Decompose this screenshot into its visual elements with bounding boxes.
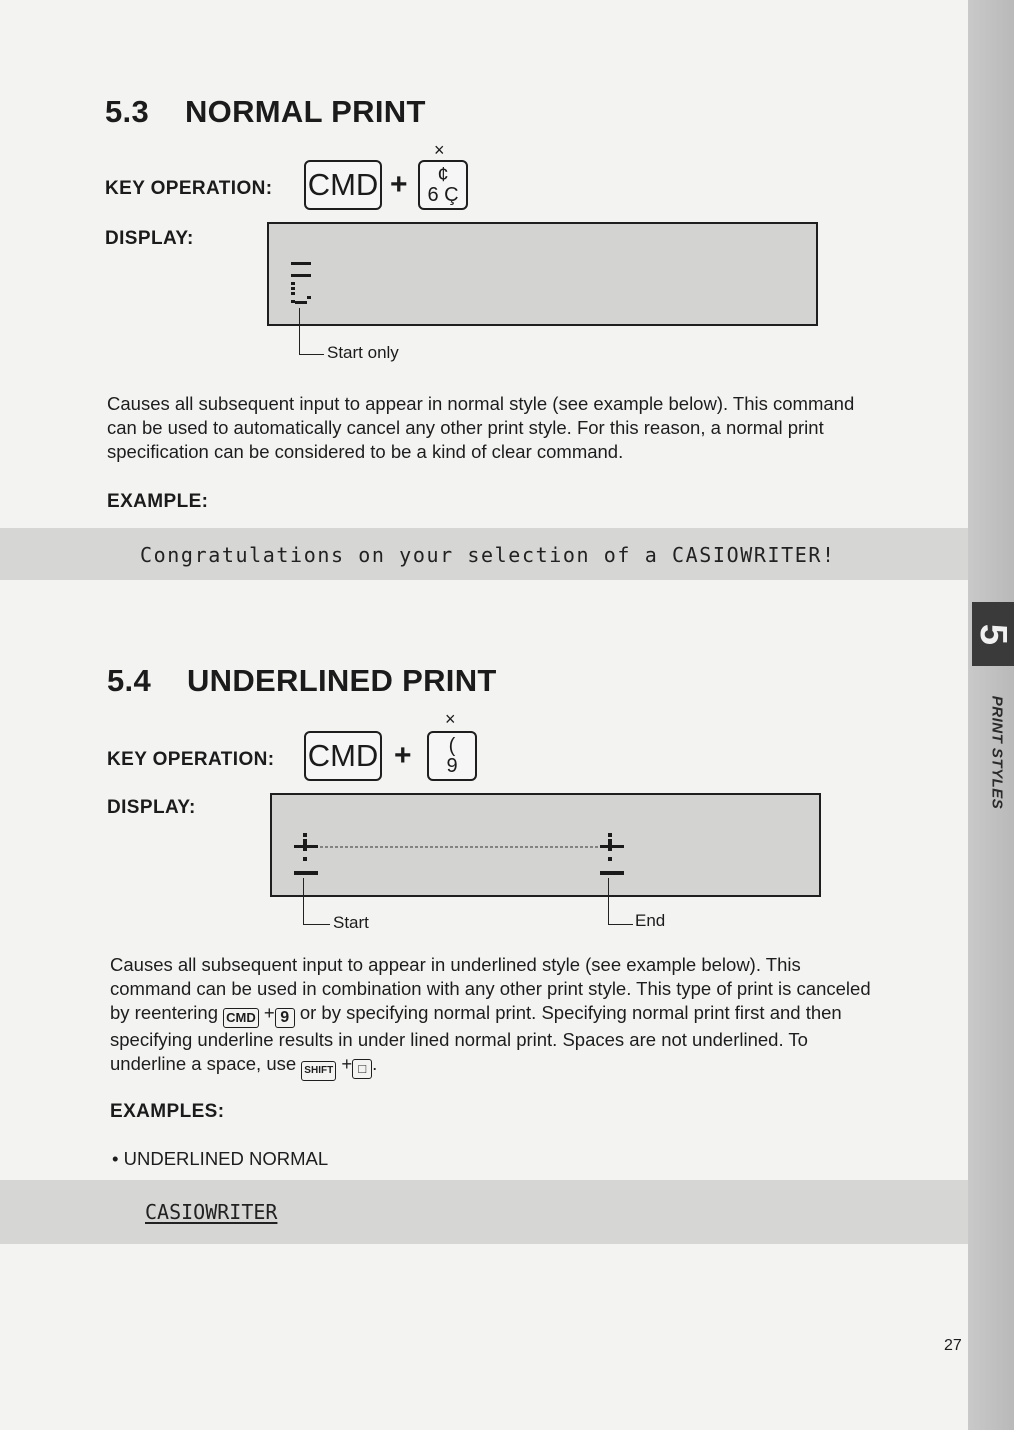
key-bottom-char: 9 bbox=[446, 755, 458, 777]
underline-indicator-icon bbox=[272, 795, 819, 895]
cmd-key: CMD bbox=[304, 160, 382, 210]
example-text: Congratulations on your selection of a CASIOWRITER! bbox=[140, 543, 836, 567]
underlined-example-text: CASIOWRITER bbox=[145, 1200, 278, 1224]
lcd-display-underline bbox=[270, 793, 821, 897]
inline-9-key: 9 bbox=[275, 1008, 295, 1028]
callout-end: End bbox=[635, 911, 666, 930]
section-title: NORMAL PRINT bbox=[185, 94, 426, 129]
chapter-tab bbox=[972, 602, 1014, 666]
lcd-display-normal bbox=[267, 222, 818, 326]
callout-line bbox=[299, 308, 324, 355]
bullet-text: • UNDERLINED NORMAL bbox=[112, 1148, 329, 1169]
display-label: DISPLAY: bbox=[105, 228, 194, 249]
paren-9-key bbox=[427, 731, 477, 781]
plus-sign: + bbox=[394, 739, 412, 772]
cmd-key: CMD bbox=[304, 731, 382, 781]
key-top-char: ( bbox=[448, 735, 456, 757]
section-5-4-description bbox=[110, 953, 873, 1081]
desc-end: . bbox=[372, 1053, 378, 1074]
cent-6-key bbox=[418, 160, 468, 210]
examples-label: EXAMPLES: bbox=[110, 1101, 225, 1122]
inline-shift-key: SHIFT bbox=[301, 1061, 336, 1081]
section-number: 5.4 bbox=[107, 663, 151, 698]
callout-start-only: Start only bbox=[327, 343, 399, 362]
page-number: 27 bbox=[944, 1337, 962, 1354]
desc-part1: Causes all subsequent input to appear in underlined style (see example below). This command can be used in combination with any other print style. This type of print is canceled by reentering bbox=[110, 954, 871, 1023]
example-label: EXAMPLE: bbox=[107, 491, 209, 512]
chapter-side-label bbox=[966, 690, 1014, 814]
callout-line-start bbox=[303, 878, 330, 925]
plus-sign: + bbox=[390, 168, 408, 201]
display-label: DISPLAY: bbox=[107, 797, 196, 818]
desc-part2: or by specifying normal print. Specifying normal print first and then specifying underline results in under lined normal print. Spaces are not underlined. To underline a space, use bbox=[110, 1002, 842, 1074]
inline-cmd-key: CMD bbox=[223, 1008, 259, 1028]
section-5-3-description bbox=[107, 392, 872, 464]
x-mark: × bbox=[445, 709, 456, 729]
x-mark: × bbox=[434, 140, 445, 160]
key-operation-label: KEY OPERATION: bbox=[107, 749, 275, 770]
inline-space-key: □ bbox=[352, 1059, 372, 1079]
section-5-4-heading bbox=[107, 663, 497, 699]
inline-plus-2: + bbox=[341, 1053, 353, 1074]
section-title: UNDERLINED PRINT bbox=[187, 663, 497, 698]
callout-start: Start bbox=[333, 913, 369, 932]
normal-print-indicator-icon bbox=[269, 224, 816, 324]
description-text bbox=[110, 953, 873, 1081]
bullet-item bbox=[112, 1147, 512, 1171]
chapter-number: 5 bbox=[972, 623, 1014, 645]
key-operation-label: KEY OPERATION: bbox=[105, 178, 273, 199]
chapter-title: PRINT STYLES bbox=[988, 695, 1006, 809]
section-number: 5.3 bbox=[105, 94, 149, 129]
callout-line-end bbox=[608, 878, 633, 925]
key-top-char: ¢ bbox=[437, 164, 449, 186]
inline-plus: + bbox=[263, 1002, 275, 1023]
description-text: Causes all subsequent input to appear in normal style (see example below). This command can be used to automatically cancel any other print style. For this reason, a normal print specification can be considered to be a kind of clear command. bbox=[107, 393, 855, 462]
section-5-3-heading bbox=[105, 94, 426, 130]
key-bottom-char: 6 Ç bbox=[427, 184, 459, 206]
